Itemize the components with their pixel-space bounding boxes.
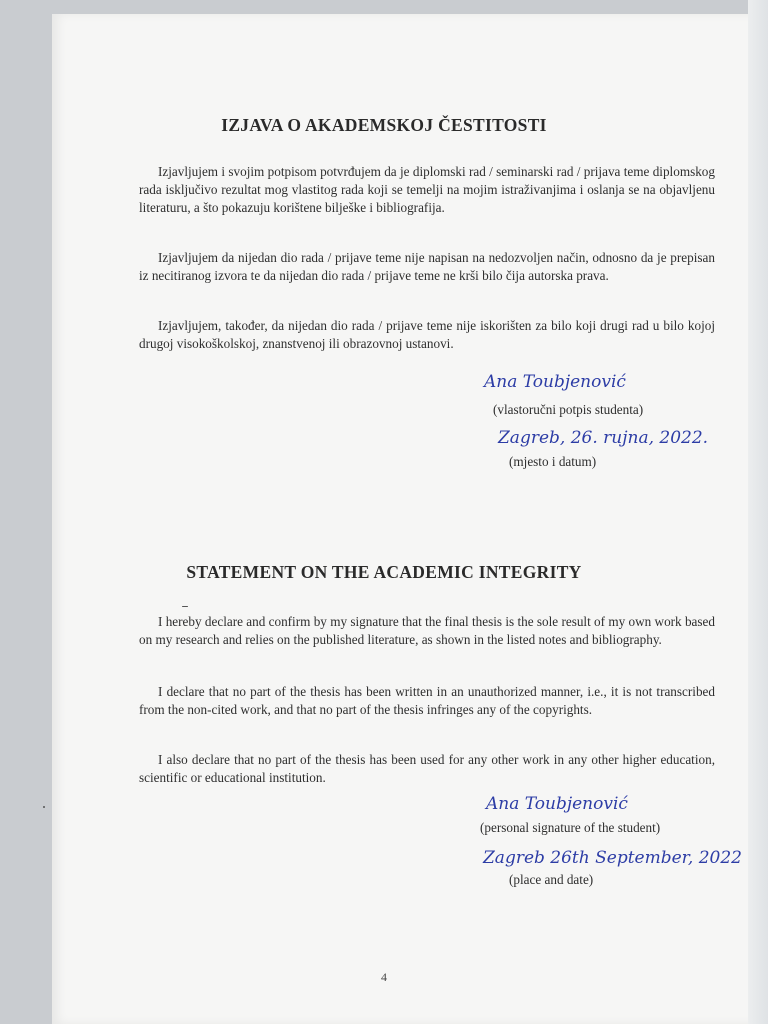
english-handwritten-place-date: Zagreb 26th September, 2022: [483, 848, 742, 868]
croatian-handwritten-place-date: Zagreb, 26. rujna, 2022.: [498, 428, 709, 448]
english-paragraph-1: I hereby declare and confirm by my signature that the final thesis is the sole result of my own work based on my research and relies on the published literature, as shown in the listed notes and bibliography.: [139, 614, 715, 648]
english-signature-label: (personal signature of the student): [480, 820, 661, 835]
scan-speck: [182, 606, 188, 607]
english-paragraph-2: I declare that no part of the thesis has been written in an unauthorized manner, i.e., it is not transcribed from the non-cited work, and that no part of the thesis infringes any of the copyrights.: [139, 684, 715, 718]
page-number: 4: [381, 970, 387, 984]
english-title: STATEMENT ON THE ACADEMIC INTEGRITY: [186, 562, 582, 582]
english-place-date-label: (place and date): [509, 872, 594, 887]
croatian-paragraph-1: Izjavljujem i svojim potpisom potvrđujem da je diplomski rad / seminarski rad / prijava teme diplomskog rada isključivo rezultat mog vlastitog rada koji se temelji na mojim istraživanjima i oslanja se na objavljenu literaturu, a što pokazuju korištene bilješke i bibliografija.: [139, 164, 715, 216]
english-paragraph-3: I also declare that no part of the thesis has been used for any other work in any other higher education, scientific or educational institution.: [139, 752, 715, 786]
english-handwritten-signature: Ana Toubjenović: [486, 794, 628, 814]
croatian-signature-label: (vlastoručni potpis studenta): [493, 402, 644, 417]
scan-speck: [43, 806, 45, 808]
croatian-paragraph-3: Izjavljujem, također, da nijedan dio rada / prijave teme nije iskorišten za bilo koji drugi rad u bilo kojoj drugoj visokoškolskoj, znanstvenoj ili obrazovnoj ustanovi.: [139, 318, 715, 352]
croatian-place-date-label: (mjesto i datum): [509, 454, 597, 469]
croatian-handwritten-signature: Ana Toubjenović: [484, 372, 626, 392]
page-edge-shadow: [748, 0, 768, 1024]
croatian-title: IZJAVA O AKADEMSKOJ ČESTITOSTI: [221, 115, 547, 135]
croatian-paragraph-2: Izjavljujem da nijedan dio rada / prijave teme nije napisan na nedozvoljen način, odnosno da je prepisan iz necitiranog izvora te da nijedan dio rada / prijave teme ne krši bilo čija autorska prava.: [139, 250, 715, 284]
